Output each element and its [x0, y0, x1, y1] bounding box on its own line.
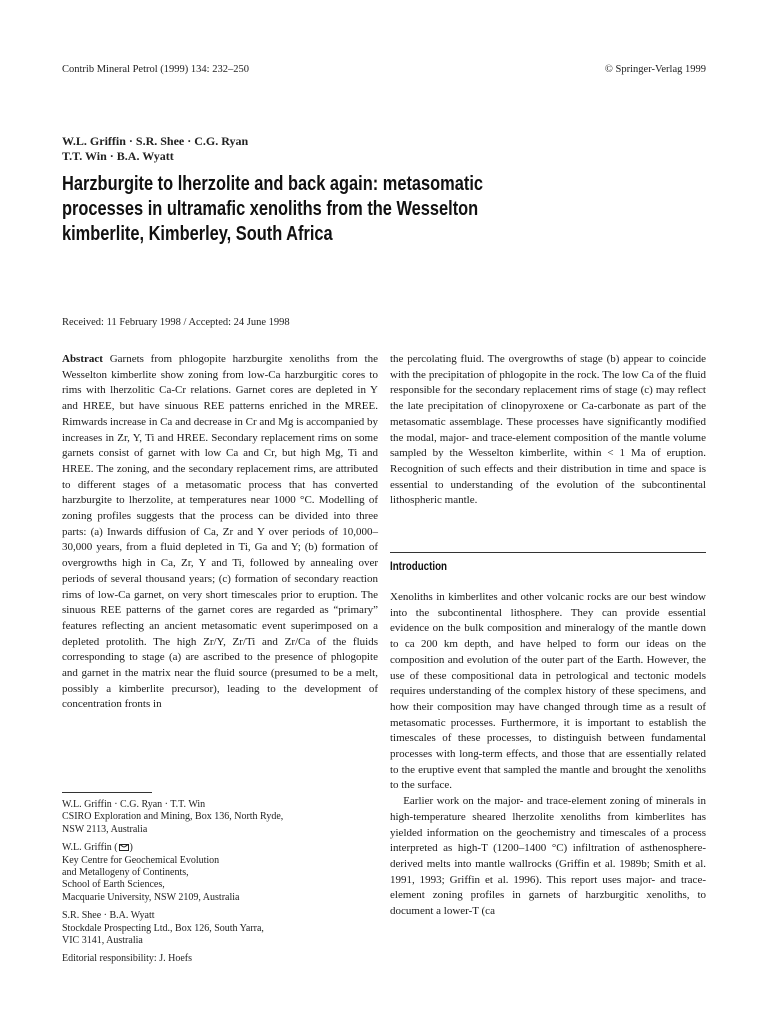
paper-title [62, 172, 587, 247]
affiliation-address: Stockdale Prospecting Ltd., Box 126, South Yarra, [62, 922, 264, 934]
introduction-heading: Introduction [390, 561, 448, 573]
envelope-icon [119, 844, 129, 851]
footnote-divider [62, 792, 152, 793]
copyright-notice: © Springer-Verlag 1999 [604, 64, 706, 75]
affiliation-address: School of Earth Sciences, [62, 879, 165, 891]
author-line: W.L. Griffin · S.R. Shee · C.G. Ryan [62, 134, 249, 148]
affiliation [62, 910, 378, 947]
title-line: kimberlite, Kimberley, South Africa [62, 223, 333, 245]
affiliation-address: VIC 3141, Australia [62, 935, 143, 947]
affiliation-address: Macquarie University, NSW 2109, Australia [62, 891, 240, 903]
abstract [62, 352, 378, 713]
abstract-continuation: the percolating fluid. The overgrowths of stage (b) appear to coincide with the precipitation of phlogopite in the rock. The low Ca of the fluid responsible for the secondary replacement rims of stage (c) may reflect the late precipitation of clinopyroxene or Ca-carbonate as part of the metasomatic assemblage. These processes have significantly modified the modal, major- and trace-element composition of the mantle volume sampled by the Wesselton kimberlite, within < 1 Ma of eruption. Recognition of such effects and their distribution in time and space is essential to understanding of the evolution of the subcontinental lithospheric mantle. [390, 353, 706, 507]
affiliation-address: Key Centre for Geochemical Evolution [62, 854, 220, 866]
abstract-text: Garnets from phlogopite harzburgite xenoliths from the Wesselton kimberlite show zoning from low-Ca harzburgitic cores to rims with lherzolitic Ca-Cr relations. Garnet cores are depleted in Y and HREE, but have sinuous REE patterns enriched in the MREE. Rimwards increase in Ca and decrease in Cr and Mg is accompanied by increases in Zr, Y, Ti and HREE. Secondary replacement rims on some garnets consist of garnet with low Ca and Cr, but high Mg, Ti and HREE. The zoning, and the secondary replacement rims, are attributed to different stages of a metasomatic process that has converted harzburgite to lherzolite, at temperatures near 1000 °C. Modelling of zoning profiles suggests that the process can be divided into three parts: (a) Inwards diffusion of Ca, Zr and Y over periods of 10,000–30,000 years, from a fluid depleted in Ti, Ga and Y; (b) formation of overgrowths high in Ca, Zr, Y and Ti, followed by annealing over periods of several thousand years; (c) formation of secondary reaction rims of low-Ca garnet, on very short timescales prior to eruption. The sinuous REE patterns of the garnet cores are regarded as “primary” features reflecting an ancient metasomatic event superimposed on a depleted protolith. The high Zr/Y, Zr/Ti and Zr/Ca of the fluids corresponding to stage (a) are ascribed to the presence of phlogopite and garnet in the matrix near the fluid source (presumed to be a melt, possibly a kimberlite precursor), leading to the development of concentration fronts in [62, 353, 378, 711]
introduction-body [390, 590, 706, 920]
right-column [390, 352, 706, 509]
section-divider [390, 552, 706, 553]
affiliation-names: S.R. Shee · B.A. Wyatt [62, 910, 155, 922]
corresponding-author-close: ) [129, 842, 133, 854]
journal-citation: Contrib Mineral Petrol (1999) 134: 232–250 [62, 64, 249, 75]
affiliation-names: W.L. Griffin · C.G. Ryan · T.T. Win [62, 799, 206, 810]
received-accepted-dates: Received: 11 February 1998 / Accepted: 24 June 1998 [62, 317, 290, 328]
author-list [62, 134, 562, 164]
affiliation-address: and Metallogeny of Continents, [62, 867, 189, 879]
introduction-paragraph: Earlier work on the major- and trace-element zoning of minerals in high-temperature sheared lherzolite xenoliths from kimberlites has yielded information on the geochemistry and timescales of a process interpreted as high-T (1200–1400 °C) infiltration of asthenosphere-derived melts into mantle wallrocks (Griffin et al. 1989b; Smith et al. 1991, 1993; Griffin et al. 1996). This report uses major- and trace-element zoning profiles in garnets of harzburgitic xenoliths, to document a lower-T (ca [390, 795, 706, 918]
affiliation-address: CSIRO Exploration and Mining, Box 136, North Ryde, [62, 811, 284, 823]
affiliation [62, 799, 378, 836]
affiliation-names [62, 842, 378, 854]
introduction-paragraph: Xenoliths in kimberlites and other volcanic rocks are our best window into the subcontinental lithosphere. They can provide essential evidence on the bulk composition and mineralogy of the mantle down to ca 200 km depth, and have helped to form our ideas on the composition and evolution of the outer part of the Earth. However, the use of these compositional data in petrological and tectonic models requires understanding of the complex history of these specimens, and how their composition may have changed through time as a result of metasomatic processes. Furthermore, it is important to establish the timescales of these processes, to distinguish between fundamental processes with long-term effects, and those that are essentially related to the eruptive event that sampled the mantle and brought the xenoliths to the surface. [390, 591, 706, 792]
affiliation-address: NSW 2113, Australia [62, 823, 148, 835]
affiliation [62, 842, 378, 904]
title-line: Harzburgite to lherzolite and back again: metasomatic [62, 173, 484, 195]
abstract-label: Abstract [62, 353, 103, 365]
left-column [62, 352, 378, 713]
corresponding-author: W.L. Griffin ( [62, 842, 118, 854]
editorial-responsibility: Editorial responsibility: J. Hoefs [62, 953, 192, 965]
author-line: T.T. Win · B.A. Wyatt [62, 149, 174, 163]
title-line: processes in ultramafic xenoliths from the Wesselton [62, 198, 479, 220]
author-affiliations [62, 799, 378, 966]
